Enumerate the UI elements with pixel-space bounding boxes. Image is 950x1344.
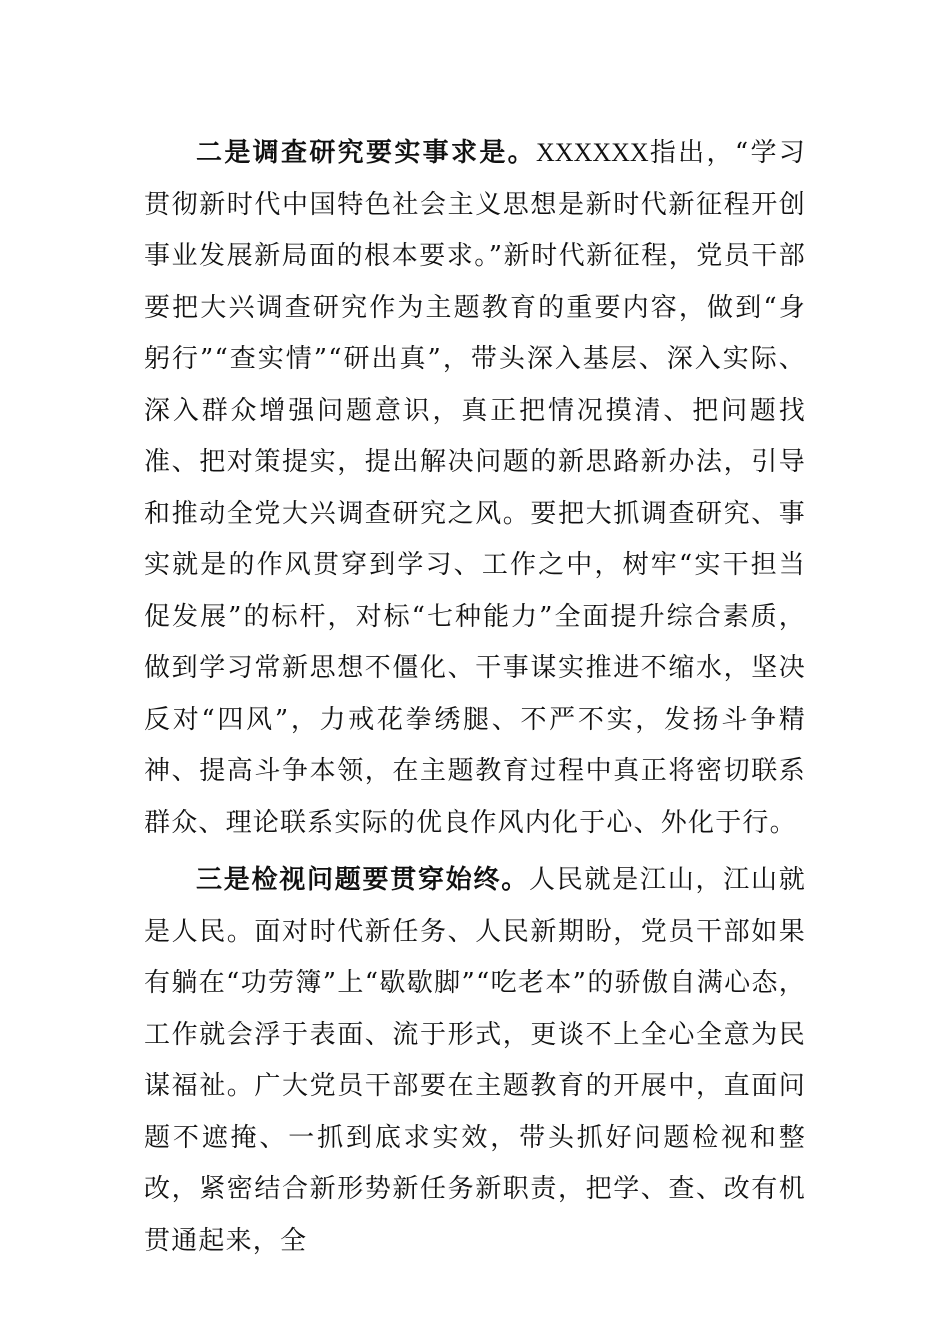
paragraph-text-investigation: 指出，“学习贯彻新时代中国特色社会主义思想是新时代新征程开创事业发展新局面的根本要求。”新时代新征程，党员干部要把大兴调查研究作为主题教育的重要内容，做到“身躬行”“查实情”“研出真”，带头深入基层、深入实际、深入群众增强问题意识，真正把情况摸清、把问题找准、把对策提实，提出解决问题的新思路新办法，引导和推动全党大兴调查研究之风。要把大抓调查研究、事实就是的作风贯穿到学习、工作之中，树牢“实干担当促发展”的标杆，对标“七种能力”全面提升综合素质，做到学习常新思想不僵化、干事谋实推进不缩水，坚决反对“四风”，力戒花拳绣腿、不严不实，发扬斗争精神、提高斗争本领，在主题教育过程中真正将密切联系群众、理论联系实际的优良作风内化于心、外化于行。 — [144, 138, 806, 838]
paragraph-problem-review — [144, 855, 806, 1267]
paragraph-heading-problem-review: 三是检视问题要贯穿始终。 — [196, 865, 530, 895]
paragraph-heading-investigation: 二是调查研究要实事求是。 — [196, 138, 537, 168]
paragraph-investigation — [144, 127, 806, 849]
document-body — [144, 127, 806, 1267]
paragraph-text-problem-review: 人民就是江山，江山就是人民。面对时代新任务、人民新期盼，党员干部如果有躺在“功劳簿”上“歇歇脚”“吃老本”的骄傲自满心态，工作就会浮于表面、流于形式，更谈不上全心全意为民谋福祉。广大党员干部要在主题教育的开展中，直面问题不遮掩、一抓到底求实效，带头抓好问题检视和整改，紧密结合新形势新任务新职责，把学、查、改有机贯通起来，全 — [144, 865, 806, 1256]
name-placeholder: XXXXXX — [536, 138, 649, 167]
